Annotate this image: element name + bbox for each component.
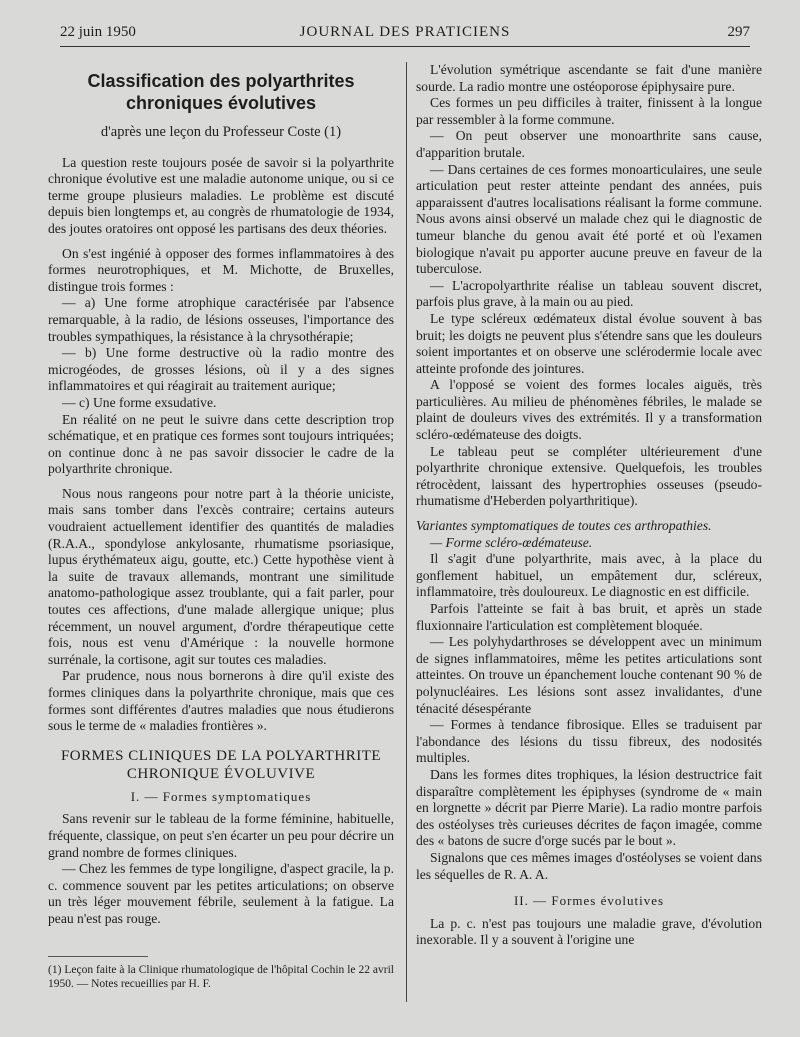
paragraph: Le type scléreux œdémateux distal évolue souvent à bas bruit; les doigts ne peuvent plus s'étendre sans que les douleurs soient importantes et on observe une sclérodermie locale avec atteinte profonde des jointures. — [416, 310, 762, 376]
paragraph: L'évolution symétrique ascendante se fait d'une manière sourde. La radio montre une ostéoporose épiphysaire pure. — [416, 62, 762, 94]
paragraph: — c) Une forme exsudative. — [62, 394, 217, 410]
paragraph: Le tableau peut se compléter ultérieurement d'une polyarthrite chronique extensive. Quelquefois, les troubles rétrocèdent, laissant des hypertrophies osseuses (pseudo-rhumatisme d'Heberden polyarthritique). — [416, 443, 762, 509]
column-divider — [406, 62, 407, 1002]
paragraph: Signalons que ces mêmes images d'ostéolyses se voient dans les séquelles de R. A. A. — [416, 849, 762, 882]
paragraph: — Les polyhydarthroses se développent avec un minimum de signes inflammatoires, même les petites articulations sont atteintes. On trouve un épanchement louche contenant 90 % de polynucléaires. Les lésions sont assez invalidantes, d'une ténacité désespérante — [416, 634, 762, 716]
paragraph: — Chez les femmes de type longiligne, d'aspect gracile, la p. c. commence souvent par les petites articulations; on observe un très léger mouvement fébrile, seulement à la fatigue. La peau n'est pas rouge. — [48, 861, 394, 926]
paragraph: — b) Une forme destructive où la radio montre des microgéodes, de grosses lésions, où il y a des signes inflammatoires et qui réagirait au traitement aurique; — [48, 345, 394, 394]
paragraph: Nous nous rangeons pour notre part à la théorie uniciste, mais sans tomber dans l'excès contraire; certains auteurs voudraient actuellement identifier des quantités de maladies (R.A.A., spondylose ankylosante, rhumatisme psoriasique, lupus érythémateux aigu, goutte, etc.) Cette hypothèse vient à la suite de travaux allemands, montrant une similitude anatomo-pathologique assez troublante, qui a fait parler, pour toutes ces affections, d'une malade allergique unique; plus récemment, un nouvel argument, d'ordre thérapeutique cette fois, nous est venu d'Amérique : la nouvelle hormone surrénale, la cortisone, agit sur toutes ces maladies. — [48, 485, 394, 667]
header-date: 22 juin 1950 — [60, 24, 136, 40]
variants-heading: Variantes symptomatiques de toutes ces arthropathies. — [416, 518, 712, 534]
subsection-heading: I. — Formes symptomatiques — [130, 788, 312, 804]
paragraph: Sans revenir sur le tableau de la forme féminine, habituelle, fréquente, classique, on peut s'en écarter un peu pour décrire un grand nombre de formes cliniques. — [48, 811, 394, 860]
section-heading: FORMES CLINIQUES DE LA POLYARTHRITE CHRONIQUE ÉVOLUVIVE — [60, 747, 382, 782]
paragraph: Ces formes un peu difficiles à traiter, finissent à la longue par ressembler à la forme commune. — [416, 95, 762, 127]
paragraph: — On peut observer une monoarthrite sans cause, d'apparition brutale. — [416, 128, 762, 160]
paragraph: A l'opposé se voient des formes locales aiguës, très particulières. Au milieu de phénomènes fébriles, le malade se plaint de douleurs vives des extrémités. Il y a transformation scléro-œdémateuse des doigts. — [416, 377, 762, 443]
paragraph: Par prudence, nous nous bornerons à dire qu'il existe des formes cliniques dans la polyarthrite chronique, mais que ces formes sont différentes d'autres maladies que nous étudierons sous le terme de « maladies frontières ». — [48, 668, 394, 734]
paragraph: La p. c. n'est pas toujours une maladie grave, d'évolution inexorable. Il y a souvent à l'origine une — [416, 915, 762, 948]
paragraph: — L'acropolyarthrite réalise un tableau souvent discret, parfois plus grave, à la main ou au pied. — [416, 277, 762, 310]
footnote: (1) Leçon faite à la Clinique rhumatologique de l'hôpital Cochin le 22 avril 1950. — Notes recueillies par H. F. — [48, 964, 394, 990]
header-rule — [60, 46, 750, 47]
article-subtitle: d'après une leçon du Professeur Coste (1) — [100, 124, 342, 140]
paragraph: — a) Une forme atrophique caractérisée par l'absence remarquable, à la radio, de lésions osseuses, l'importance des troubles sympathiques, la résistance à la chrysothérapie; — [48, 295, 394, 344]
paragraph: — Dans certaines de ces formes monoarticulaires, une seule articulation peut rester atteinte pendant des années, puis apparaissent d'autres localisations réalisant la forme commune. Nous avons ainsi observé un malade chez qui le diagnostic de tumeur blanche du genou avait été porté et où l'examen biologique n'avait pu apporter aucune preuve en faveur de la tuberculose. — [416, 161, 762, 277]
left-column — [48, 62, 394, 928]
paragraph: Parfois l'atteinte se fait à bas bruit, et après un stade fluxionnaire l'articulation est complètement bloquée. — [416, 601, 762, 633]
running-header — [60, 24, 750, 48]
page-number: 297 — [727, 24, 750, 40]
journal-name: JOURNAL DES PRATICIENS — [299, 24, 511, 40]
article-title: Classification des polyarthrites chroniques évolutives — [87, 71, 355, 113]
variants-subheading: — Forme scléro-œdémateuse. — [430, 534, 593, 550]
footnote-rule — [48, 956, 148, 957]
paragraph: Dans les formes dites trophiques, la lésion destructrice fait disparaître complètement les épiphyses (syndrome de « main en lorgnette » décrit par Pierre Marie). La radio montre parfois des ostéolyses très curieuses décrites de façon imagée, comme des « batons de sucre d'orge sucés par le bout ». — [416, 766, 762, 849]
paragraph: — Formes à tendance fibrosique. Elles se traduisent par l'abondance des lésions du tissu fibreux, des nodosités multiples. — [416, 717, 762, 766]
subsection-heading: II. — Formes évolutives — [513, 893, 665, 909]
paragraph: En réalité on ne peut le suivre dans cette description trop schématique, et en pratique ces formes sont toujours intriquées; on continue donc à ne pas savoir dissocier le cadre de la polyarthrite chronique. — [48, 411, 394, 477]
right-column — [416, 62, 762, 949]
paragraph: On s'est ingénié à opposer des formes inflammatoires à des formes neurotrophiques, et M. Michotte, de Bruxelles, distingue trois formes : — [48, 245, 394, 294]
paragraph: La question reste toujours posée de savoir si la polyarthrite chronique évolutive est une maladie autonome unique, ou si ce terme groupe plusieurs maladies. Le problème est discuté depuis bien longtemps et, au congrès de rhumatologie de 1934, des joutes oratoires ont opposé les partisans des deux théories. — [48, 154, 394, 236]
paragraph: Il s'agit d'une polyarthrite, mais avec, à la place du gonflement habituel, un empâtement dur, scléreux, inflammatoire, très douloureux. Le diagnostic en est difficile. — [416, 551, 762, 600]
